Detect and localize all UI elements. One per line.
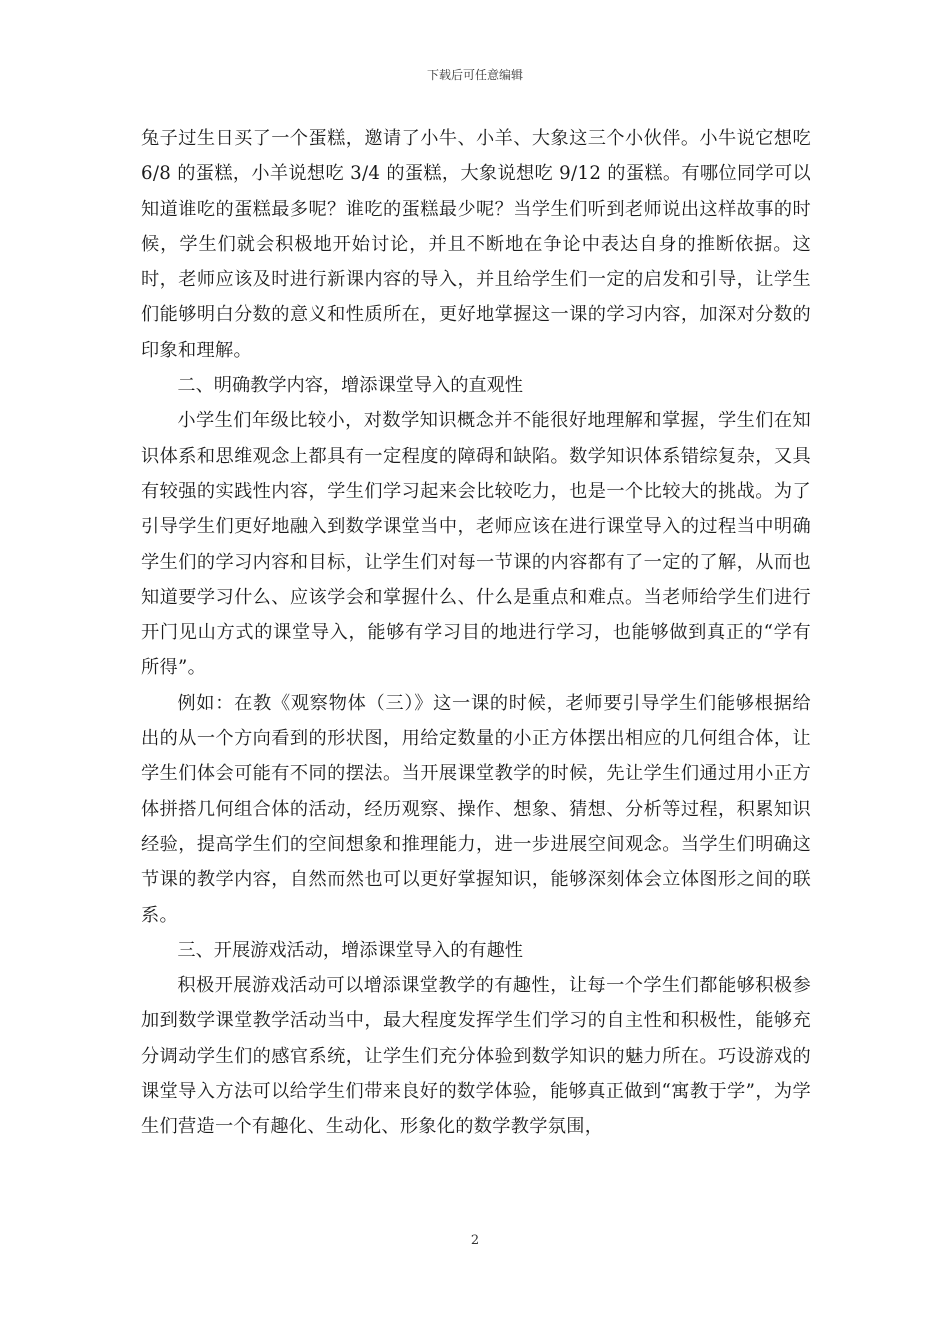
paragraph-section-3: 积极开展游戏活动可以增添课堂教学的有趣性，让每一个学生们都能够积极参加到数学课堂教学活动当中，最大程度发挥学生们学习的自主性和积极性，能够充分调动学生们的感官系统，让学生们充分体验到数学知识的魅力所在。巧设游戏的课堂导入方法可以给学生们带来良好的数学体验，能够真正做到“寓教于学”，为学生们营造一个有趣化、生动化、形象化的数学教学氛围， <box>141 975 811 1138</box>
paragraph-section-2: 小学生们年级比较小，对数学知识概念并不能很好地理解和掌握，学生们在知识体系和思维观念上都具有一定程度的障碍和缺陷。数学知识体系错综复杂，又具有较强的实践性内容，学生们学习起来会比较吃力，也是一个比较大的挑战。为了引导学生们更好地融入到数学课堂当中，老师应该在进行课堂导入的过程当中明确学生们的学习内容和目标，让学生们对每一节课的内容都有了一定的了解，从而也知道要学习什么、应该学会和掌握什么、什么是重点和难点。当老师给学生们进行开门见山方式的课堂导入，能够有学习目的地进行学习，也能够做到真正的“学有所得”。 <box>141 410 811 679</box>
paragraph-example: 例如：在教《观察物体（三）》这一课的时候，老师要引导学生们能够根据给出的从一个方向看到的形状图，用给定数量的小正方体摆出相应的几何组合体，让学生们体会可能有不同的摆法。当开展课堂教学的时候，先让学生们通过用小正方体拼搭几何组合体的活动，经历观察、操作、想象、猜想、分析等过程，积累知识经验，提高学生们的空间想象和推理能力，进一步进展空间观念。当学生们明确这节课的教学内容，自然而然也可以更好掌握知识，能够深刻体会立体图形之间的联系。 <box>141 692 811 926</box>
section-heading-3: 三、开展游戏活动，增添课堂导入的有趣性 <box>177 939 523 961</box>
paragraph-story: 兔子过生日买了一个蛋糕，邀请了小牛、小羊、大象这三个小伙伴。小牛说它想吃 6/8 的蛋糕，小羊说想吃 3/4 的蛋糕，大象说想吃 9/12 的蛋糕。有哪位同学可以知道谁吃的蛋糕最多呢？谁吃的蛋糕最少呢？当学生们听到老师说出这样故事的时候，学生们就会积极地开始讨论，并且不断地在争论中表达自身的推断依据。这时，老师应该及时进行新课内容的导入，并且给学生们一定的启发和引导，让学生们能够明白分数的意义和性质所在，更好地掌握这一课的学习内容，加深对分数的印象和理解。 <box>141 128 811 361</box>
page-number: 2 <box>470 1233 480 1248</box>
document-body <box>141 121 811 1145</box>
section-heading-2: 二、明确教学内容，增添课堂导入的直观性 <box>177 375 523 397</box>
page-header: 下载后可任意编辑 <box>426 68 523 82</box>
